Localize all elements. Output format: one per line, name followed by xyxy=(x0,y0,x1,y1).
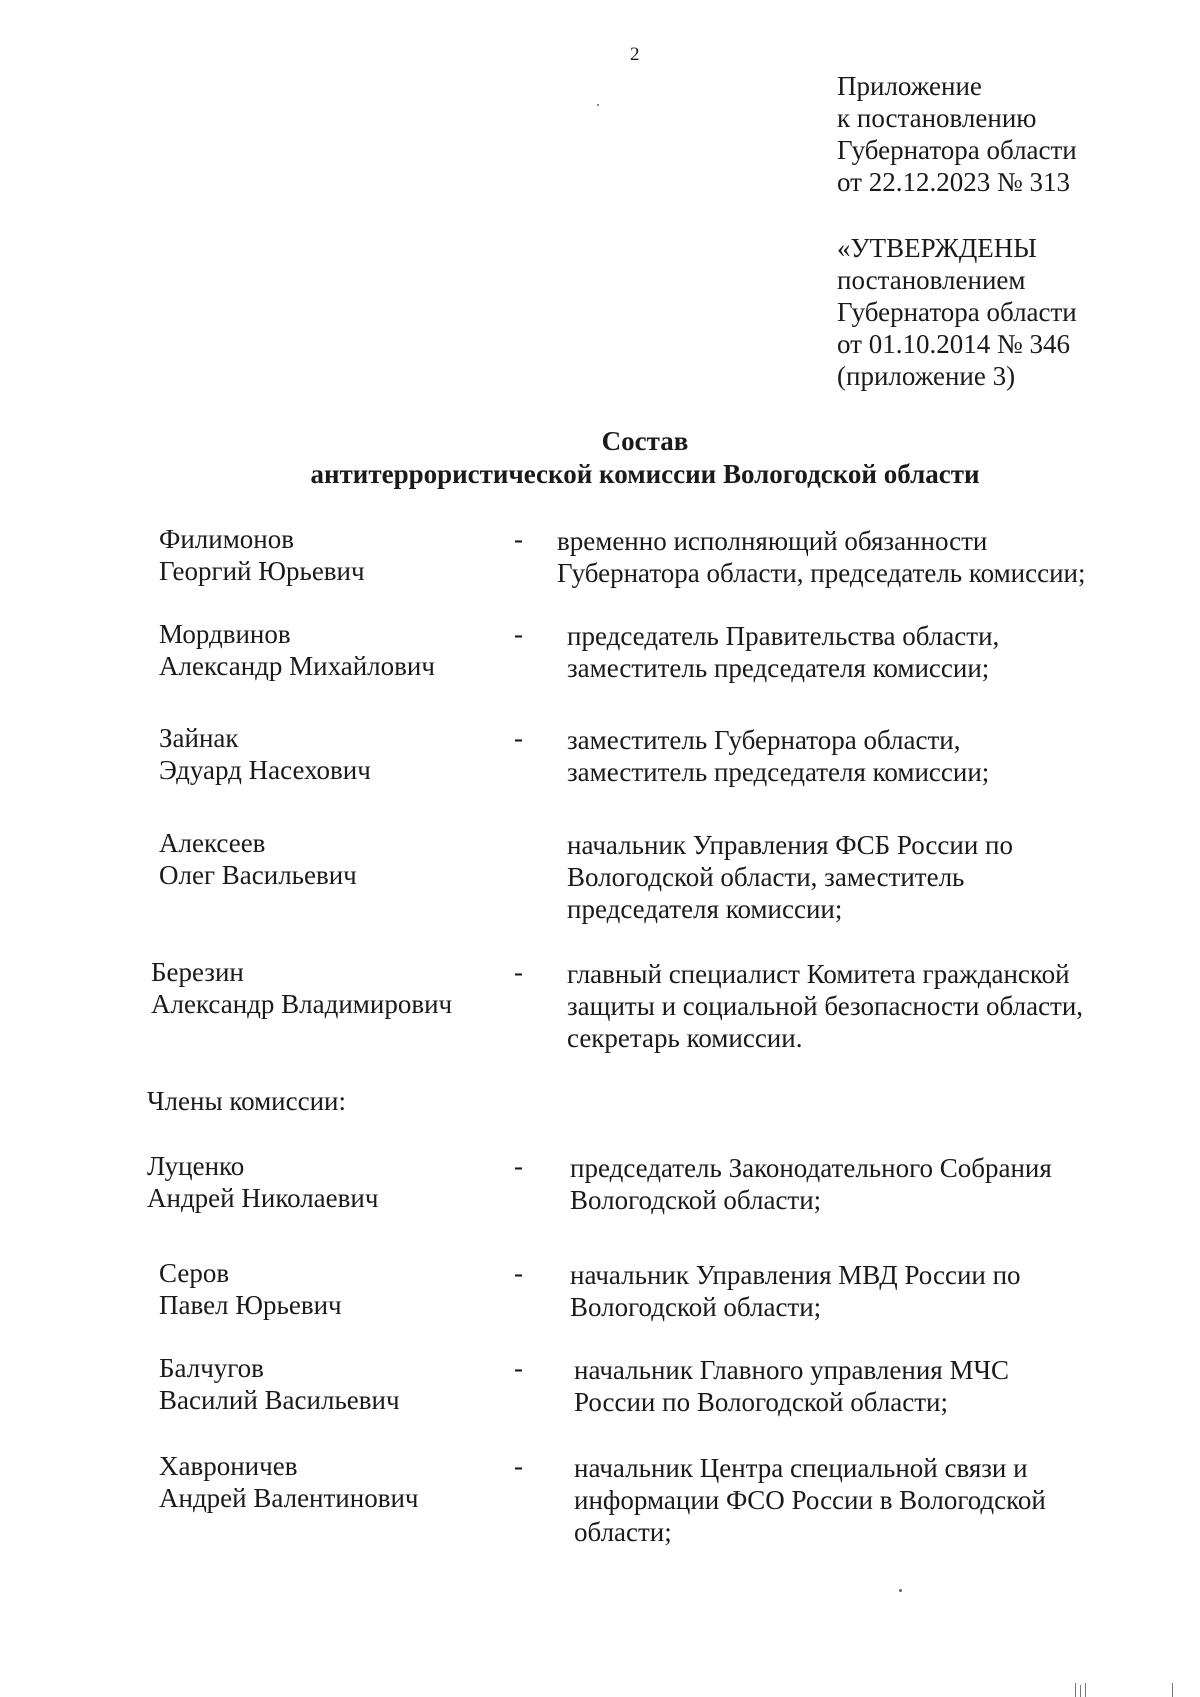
entry-dash: - xyxy=(514,1258,523,1288)
role-line: председатель Законодательного Собрания xyxy=(570,1153,1052,1183)
member-given-names: Василий Васильевич xyxy=(159,1385,400,1415)
members-label: Члены комиссии: xyxy=(147,1086,346,1116)
scan-speck xyxy=(597,104,599,106)
role-line: председатель Правительства области, xyxy=(567,621,1000,651)
member-name xyxy=(159,1450,418,1514)
member-role xyxy=(557,525,1117,589)
role-line: председателя комиссии; xyxy=(567,894,843,924)
member-role xyxy=(570,1152,1130,1216)
document-subtitle: антитеррористической комиссии Вологодской области xyxy=(310,459,980,489)
scan-edge-mark xyxy=(1172,1683,1173,1697)
role-line: защиты и социальной безопасности области, xyxy=(567,991,1084,1021)
member-role xyxy=(567,724,1127,788)
entry-dash: - xyxy=(514,1451,523,1481)
scan-speck xyxy=(899,1589,902,1592)
role-line: заместитель председателя комиссии; xyxy=(567,653,990,683)
member-name xyxy=(159,523,365,587)
role-line: заместитель Губернатора области, xyxy=(567,725,961,755)
member-surname: Алексеев xyxy=(159,828,266,858)
role-line: начальник Центра специальной связи и xyxy=(574,1453,1028,1483)
role-line: Вологодской области; xyxy=(570,1185,822,1215)
role-line: заместитель председателя комиссии; xyxy=(567,757,990,787)
member-name xyxy=(151,956,452,1020)
member-name xyxy=(159,1352,400,1416)
page-number: 2 xyxy=(630,44,640,65)
member-surname: Хавроничев xyxy=(159,1451,298,1481)
entry-dash: - xyxy=(514,1151,523,1181)
appendix-line: Губернатора области xyxy=(837,135,1077,165)
entry-dash: - xyxy=(514,524,523,554)
role-line: начальник Управления ФСБ России по xyxy=(567,830,1013,860)
member-role xyxy=(567,829,1127,925)
scan-edge-mark xyxy=(1080,1685,1081,1697)
member-role xyxy=(570,1259,1130,1323)
member-given-names: Андрей Валентинович xyxy=(159,1483,419,1513)
approval-header xyxy=(837,232,1077,392)
member-given-names: Павел Юрьевич xyxy=(159,1290,342,1320)
role-line: области; xyxy=(574,1517,672,1547)
member-name xyxy=(147,1150,378,1214)
entry-dash: - xyxy=(514,723,523,753)
member-given-names: Олег Васильевич xyxy=(159,860,357,890)
member-surname: Березин xyxy=(151,957,244,987)
approval-line: постановлением xyxy=(837,265,1026,295)
member-name xyxy=(159,827,357,891)
role-line: начальник Главного управления МЧС xyxy=(574,1355,1010,1385)
approval-line: от 01.10.2014 № 346 xyxy=(837,329,1070,359)
role-line: секретарь комиссии. xyxy=(567,1023,803,1053)
member-role xyxy=(574,1354,1134,1418)
approval-line: (приложение 3) xyxy=(837,361,1016,391)
role-line: Вологодской области; xyxy=(570,1292,822,1322)
member-given-names: Александр Владимирович xyxy=(151,989,453,1019)
member-surname: Луценко xyxy=(147,1151,245,1181)
appendix-header xyxy=(837,70,1077,198)
member-surname: Зайнак xyxy=(159,723,239,753)
approval-line: Губернатора области xyxy=(837,297,1077,327)
role-line: информации ФСО России в Вологодской xyxy=(574,1485,1046,1515)
entry-dash: - xyxy=(514,957,523,987)
member-surname: Филимонов xyxy=(159,524,294,554)
member-role xyxy=(567,958,1127,1054)
member-name xyxy=(159,618,435,682)
role-line: Вологодской области, заместитель xyxy=(567,862,965,892)
role-line: временно исполняющий обязанности xyxy=(557,526,988,556)
entry-dash: - xyxy=(514,619,523,649)
member-name xyxy=(159,1257,342,1321)
member-given-names: Эдуард Насехович xyxy=(159,755,371,785)
role-line: Губернатора области, председатель комиссии; xyxy=(557,558,1086,588)
appendix-line: к постановлению xyxy=(837,103,1037,133)
appendix-line: Приложение xyxy=(837,71,982,101)
member-role xyxy=(574,1452,1134,1548)
scan-edge-mark xyxy=(1085,1683,1086,1697)
role-line: главный специалист Комитета гражданской xyxy=(567,959,1070,989)
approval-line: «УТВЕРЖДЕНЫ xyxy=(837,233,1037,263)
member-role xyxy=(567,620,1127,684)
role-line: России по Вологодской области; xyxy=(574,1387,949,1417)
scan-edge-mark xyxy=(1075,1683,1076,1697)
member-surname: Балчугов xyxy=(159,1353,264,1383)
role-line: начальник Управления МВД России по xyxy=(570,1260,1021,1290)
member-surname: Мордвинов xyxy=(159,619,291,649)
entry-dash: - xyxy=(514,1353,523,1383)
member-given-names: Александр Михайлович xyxy=(159,651,435,681)
appendix-line: от 22.12.2023 № 313 xyxy=(837,167,1070,197)
document-title: Состав xyxy=(601,426,689,456)
member-surname: Серов xyxy=(159,1258,230,1288)
member-name xyxy=(159,722,371,786)
member-given-names: Андрей Николаевич xyxy=(147,1183,379,1213)
member-given-names: Георгий Юрьевич xyxy=(159,556,365,586)
